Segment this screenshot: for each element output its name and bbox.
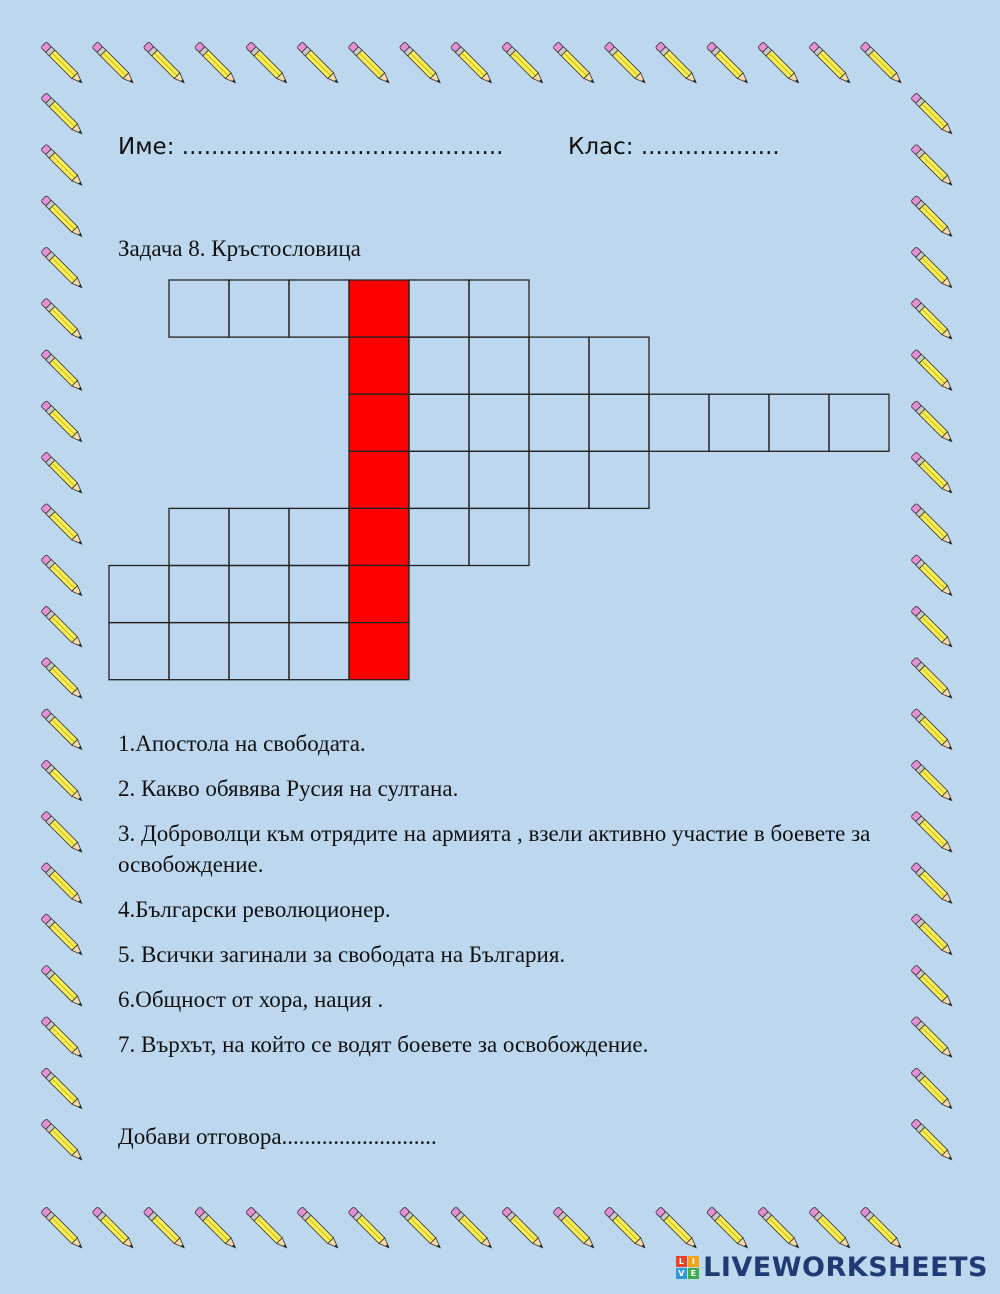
crossword-cell[interactable] xyxy=(169,566,229,623)
crossword-cell[interactable] xyxy=(409,394,469,451)
pencil-icon xyxy=(41,1016,85,1060)
crossword-cell[interactable] xyxy=(409,337,469,394)
crossword-cell[interactable] xyxy=(409,280,469,337)
crossword-key-cell[interactable] xyxy=(349,566,409,623)
crossword-cell[interactable] xyxy=(649,394,709,451)
crossword-cell[interactable] xyxy=(589,451,649,508)
crossword-cell[interactable] xyxy=(529,337,589,394)
pencil-icon xyxy=(194,1207,238,1251)
clue-5: 5. Всички загинали за свободата на България. xyxy=(118,942,566,967)
crossword-key-cell[interactable] xyxy=(349,280,409,337)
name-field-label: Име: ............................................ xyxy=(118,134,504,160)
pencil-icon xyxy=(399,42,443,86)
pencil-icon xyxy=(502,42,546,86)
crossword-cell[interactable] xyxy=(169,623,229,680)
pencil-icon xyxy=(911,144,955,188)
crossword-cell[interactable] xyxy=(109,623,169,680)
pencil-icon xyxy=(41,349,85,393)
crossword-cell[interactable] xyxy=(469,394,529,451)
crossword-cell[interactable] xyxy=(289,280,349,337)
crossword-key-cell[interactable] xyxy=(349,394,409,451)
pencil-icon xyxy=(41,195,85,239)
pencil-icon xyxy=(706,42,750,86)
pencil-icon xyxy=(911,657,955,701)
pencil-icon xyxy=(758,42,802,86)
pencil-icon xyxy=(143,42,187,86)
pencil-icon xyxy=(706,1207,750,1251)
pencil-icon xyxy=(41,452,85,496)
crossword-cell[interactable] xyxy=(109,566,169,623)
pencil-icon xyxy=(92,1207,136,1251)
crossword-cell[interactable] xyxy=(469,508,529,565)
crossword-cell[interactable] xyxy=(409,508,469,565)
pencil-icon xyxy=(911,503,955,547)
pencil-icon xyxy=(41,1067,85,1111)
pencil-icon xyxy=(809,1207,853,1251)
pencil-icon xyxy=(348,1207,392,1251)
crossword-cell[interactable] xyxy=(469,280,529,337)
pencil-icon xyxy=(911,401,955,445)
pencil-icon xyxy=(41,760,85,804)
pencil-icon xyxy=(502,1207,546,1251)
crossword-key-cell[interactable] xyxy=(349,337,409,394)
crossword-cell[interactable] xyxy=(289,566,349,623)
crossword-cell[interactable] xyxy=(529,394,589,451)
crossword-key-cell[interactable] xyxy=(349,508,409,565)
pencil-icon xyxy=(41,503,85,547)
crossword-cell[interactable] xyxy=(829,394,889,451)
crossword-cell[interactable] xyxy=(229,508,289,565)
pencil-icon xyxy=(41,42,85,86)
pencil-icon xyxy=(41,657,85,701)
crossword-cell[interactable] xyxy=(169,508,229,565)
pencil-icon xyxy=(297,1207,341,1251)
pencil-icon xyxy=(41,554,85,598)
pencil-icon xyxy=(41,144,85,188)
pencil-icon xyxy=(41,401,85,445)
crossword-cell[interactable] xyxy=(529,451,589,508)
pencil-icon xyxy=(41,965,85,1009)
crossword-key-cell[interactable] xyxy=(349,623,409,680)
pencil-icon xyxy=(41,811,85,855)
pencil-icon xyxy=(911,93,955,137)
pencil-icon xyxy=(41,247,85,291)
pencil-icon xyxy=(604,1207,648,1251)
pencil-icon xyxy=(655,42,699,86)
answer-prompt: Добави отговора........................... xyxy=(118,1124,437,1149)
crossword-cell[interactable] xyxy=(589,337,649,394)
pencil-icon xyxy=(41,1119,85,1163)
pencil-icon xyxy=(911,1119,955,1163)
pencil-icon xyxy=(92,42,136,86)
crossword-cell[interactable] xyxy=(409,451,469,508)
pencil-icon xyxy=(246,42,290,86)
crossword-cell[interactable] xyxy=(229,566,289,623)
pencil-icon xyxy=(860,1207,904,1251)
pencil-icon xyxy=(41,862,85,906)
crossword-cell[interactable] xyxy=(469,451,529,508)
pencil-icon xyxy=(41,606,85,650)
pencil-icon xyxy=(911,298,955,342)
logo-text: LIVEWORKSHEETS xyxy=(703,1252,988,1283)
pencil-icon xyxy=(911,606,955,650)
clue-4: 4.Български революционер. xyxy=(118,897,391,922)
pencil-icon xyxy=(194,42,238,86)
crossword-cell[interactable] xyxy=(229,280,289,337)
pencil-icon xyxy=(348,42,392,86)
pencil-icon xyxy=(143,1207,187,1251)
pencil-icon xyxy=(911,195,955,239)
pencil-icon xyxy=(809,42,853,86)
pencil-icon xyxy=(911,349,955,393)
crossword-cell[interactable] xyxy=(769,394,829,451)
crossword-key-cell[interactable] xyxy=(349,451,409,508)
clue-list xyxy=(118,728,918,1074)
crossword-cell[interactable] xyxy=(169,280,229,337)
pencil-icon xyxy=(604,42,648,86)
pencil-icon xyxy=(911,247,955,291)
logo-badge-letter: E xyxy=(688,1268,699,1279)
crossword-cell[interactable] xyxy=(709,394,769,451)
pencil-icon xyxy=(399,1207,443,1251)
pencil-icon xyxy=(41,708,85,752)
pencil-icon xyxy=(41,298,85,342)
pencil-icon xyxy=(860,42,904,86)
pencil-icon xyxy=(553,42,597,86)
pencil-icon xyxy=(758,1207,802,1251)
pencil-icon xyxy=(553,1207,597,1251)
pencil-icon xyxy=(450,1207,494,1251)
clue-7: 7. Върхът, на който се водят боевете за освобождение. xyxy=(118,1032,649,1057)
pencil-icon xyxy=(297,42,341,86)
class-field-label: Клас: ................... xyxy=(568,134,780,160)
clue-2: 2. Какво обявява Русия на султана. xyxy=(118,776,459,801)
clue-6: 6.Общност от хора, нация . xyxy=(118,987,384,1012)
clue-3: 3. Доброволци към отрядите на армията , взели активно участие в боевете за освобождение. xyxy=(118,821,871,877)
logo-badge-letter: V xyxy=(676,1268,687,1279)
clue-1: 1.Апостола на свободата. xyxy=(118,731,366,756)
pencil-icon xyxy=(450,42,494,86)
pencil-icon xyxy=(246,1207,290,1251)
crossword-cell[interactable] xyxy=(289,508,349,565)
pencil-icon xyxy=(911,554,955,598)
crossword-cell[interactable] xyxy=(469,337,529,394)
pencil-icon xyxy=(41,914,85,958)
crossword-cell[interactable] xyxy=(229,623,289,680)
crossword-cell[interactable] xyxy=(289,623,349,680)
liveworksheets-logo[interactable] xyxy=(676,1252,988,1283)
pencil-icon xyxy=(41,93,85,137)
crossword-cell[interactable] xyxy=(589,394,649,451)
pencil-icon xyxy=(911,1067,955,1111)
logo-badge-letter: I xyxy=(688,1256,699,1267)
pencil-icon xyxy=(911,452,955,496)
task-title: Задача 8. Кръстословица xyxy=(118,236,361,261)
pencil-icon xyxy=(655,1207,699,1251)
logo-badge-letter: L xyxy=(676,1256,687,1267)
logo-badge-icon xyxy=(676,1256,699,1279)
pencil-icon xyxy=(41,1207,85,1251)
